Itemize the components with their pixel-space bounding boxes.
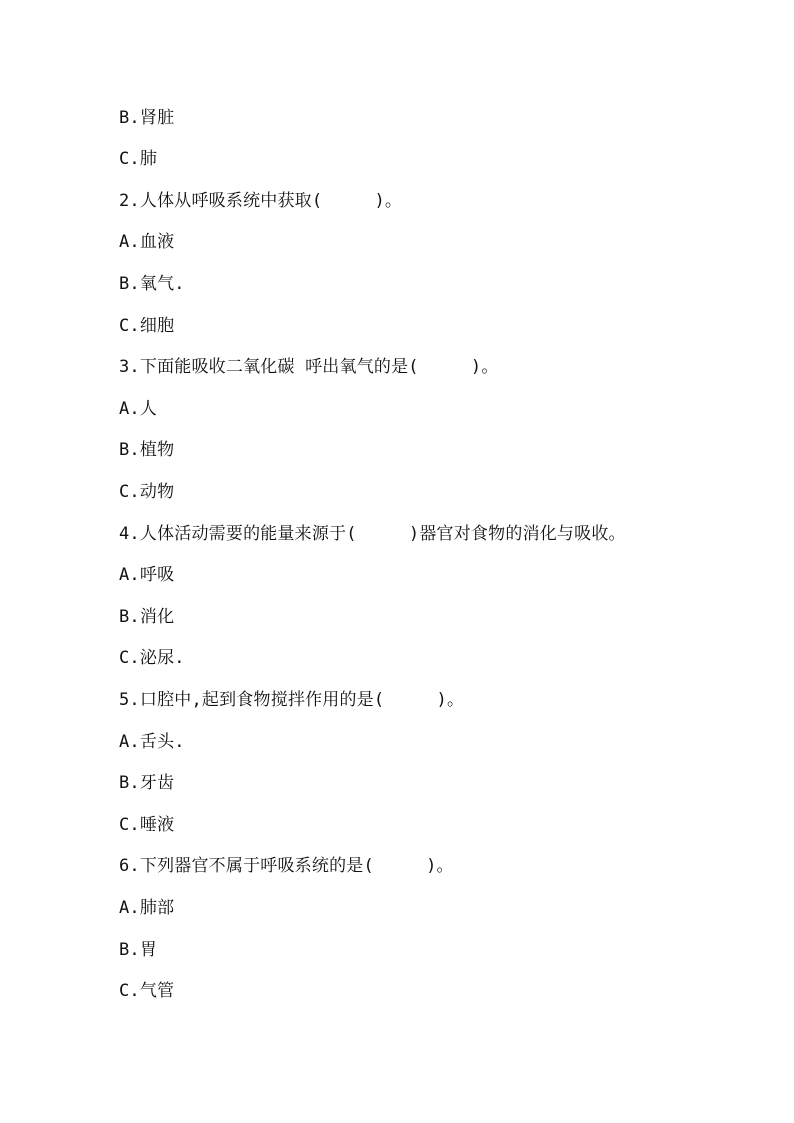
question-6: 6.下列器官不属于呼吸系统的是( )。 [119, 856, 454, 876]
q6-option-a: A.肺部 [119, 898, 175, 918]
q3-option-b: B.植物 [119, 440, 175, 460]
question-2: 2.人体从呼吸系统中获取( )。 [119, 191, 403, 211]
option-b-kidney: B.肾脏 [119, 108, 175, 128]
q4-option-b: B.消化 [119, 607, 175, 627]
q2-option-b: B.氧气. [119, 274, 185, 294]
question-3: 3.下面能吸收二氧化碳 呼出氧气的是( )。 [119, 357, 499, 377]
q4-option-c: C.泌尿. [119, 648, 185, 668]
question-5: 5.口腔中,起到食物搅拌作用的是( )。 [119, 690, 465, 710]
q2-option-a: A.血液 [119, 232, 175, 252]
question-4: 4.人体活动需要的能量来源于( )器官对食物的消化与吸收。 [119, 524, 626, 544]
q6-option-c: C.气管 [119, 981, 175, 1001]
q4-option-a: A.呼吸 [119, 565, 175, 585]
q5-option-b: B.牙齿 [119, 773, 175, 793]
option-c-lung: C.肺 [119, 149, 158, 169]
q3-option-a: A.人 [119, 399, 158, 419]
q5-option-a: A.舌头. [119, 732, 185, 752]
q3-option-c: C.动物 [119, 482, 175, 502]
q2-option-c: C.细胞 [119, 316, 175, 336]
q6-option-b: B.胃 [119, 940, 158, 960]
q5-option-c: C.唾液 [119, 815, 175, 835]
